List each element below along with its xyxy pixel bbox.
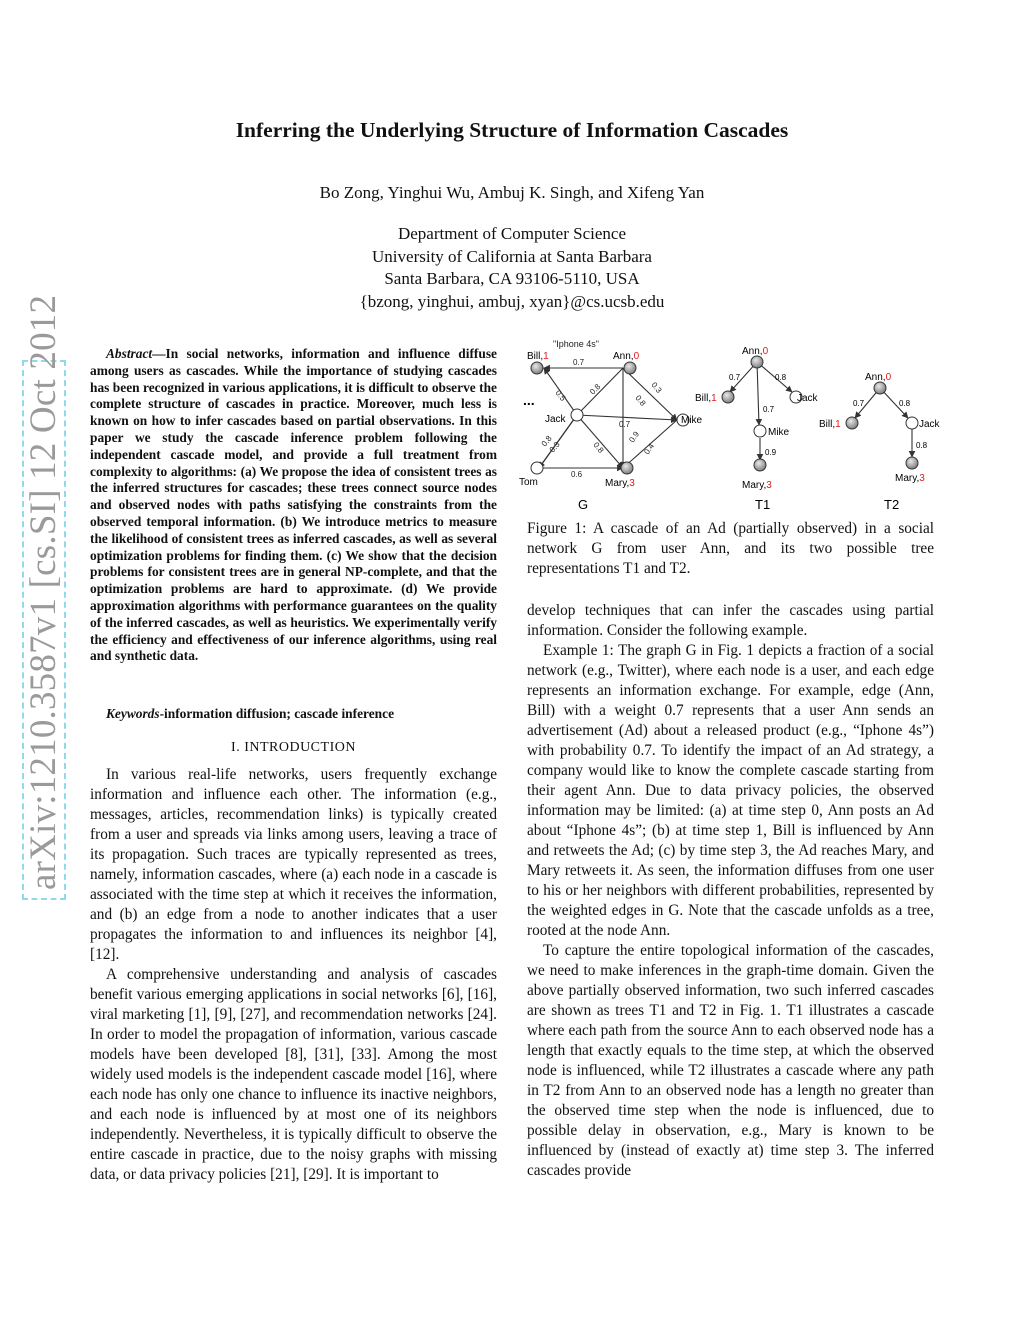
- t1-node-bill: Bill,1: [695, 393, 717, 404]
- keywords: [90, 706, 497, 722]
- t2-node-ann: Ann,0: [865, 372, 892, 383]
- svg-text:0.8: 0.8: [539, 433, 554, 449]
- t1-node-jack: Jack: [797, 393, 818, 404]
- t1-node-ann: Ann,0: [742, 346, 769, 357]
- affiliation-univ: University of California at Santa Barbara: [372, 246, 652, 266]
- svg-text:0.8: 0.8: [591, 440, 606, 455]
- t1-node-mike: Mike: [768, 427, 790, 438]
- svg-text:0.7: 0.7: [853, 399, 865, 408]
- t2-node-jack: Jack: [919, 419, 940, 430]
- paper-title: Inferring the Underlying Structure of Information Cascades: [235, 118, 789, 142]
- right-paragraph-2: Example 1: The graph G in Fig. 1 depicts a fraction of a social network (e.g., Twitter), where each node is a user, and each edge represents an information exchange. For example, edge (Ann, Bill) with a weight 0.7 represents that a user Ann sends an advertisement (Ad) about a released product (e.g., “Iphone 4s”) with probability 0.7. To identify the impact of an Ad strategy, a company would like to know the complete cascade starting from their agent Ann. Due to data privacy policies, the observed information may be limited: (a) at time step 0, Ann posts an Ad about “Iphone 4s”; (b) at time step 1, Bill is influenced by Ann and retweets the Ad; (c) by time step 3, the Ad reaches Mary, and Mary retweets it. As seen, the information diffuses from one user to his or her neighbors with different probabilities, represented by the weighted edges in G. Note that the cascade unfolds as a tree, rooted at the node Ann.: [527, 642, 934, 939]
- fig-tag: "Iphone 4s": [553, 339, 599, 349]
- svg-text:0.7: 0.7: [573, 358, 585, 367]
- keywords-text: -information diffusion; cascade inference: [159, 706, 395, 721]
- svg-text:0.7: 0.7: [729, 373, 741, 382]
- label-t2: T2: [884, 497, 900, 512]
- t2-node-bill: Bill,1: [819, 419, 841, 430]
- svg-text:0.8: 0.8: [588, 382, 603, 397]
- section-heading: I. INTRODUCTION: [231, 740, 356, 755]
- affiliation-dept: Department of Computer Science: [397, 224, 626, 243]
- keywords-lead: Keywords: [106, 706, 160, 721]
- node-bill: Bill,1: [527, 351, 549, 362]
- node-tom: Tom: [519, 477, 538, 488]
- svg-text:0.7: 0.7: [619, 420, 631, 429]
- right-column-text: [527, 601, 934, 1181]
- right-paragraph-1: develop techniques that can infer the cascades using partial information. Consider the following example.: [527, 602, 934, 639]
- figure-1: [515, 335, 945, 520]
- svg-text:0.4: 0.4: [642, 441, 657, 457]
- abstract-text: —In social networks, information and influence diffuse among users as cascades. While the importance of studying cascades has been recognized in various applications, it is difficult to observe the complete structure of cascades in practice. Moreover, much less is known on how to infer cascades based on partial observations. In this paper we study the cascade inference problem following the independent cascade model, and provide a full treatment from complexity to algorithms: (a) We propose the idea of consistent trees as the inferred structures for cascades; these trees connect source nodes and observed nodes with paths satisfying the constraints from the observed temporal information. (b) We introduce metrics to measure the likelihood of consistent trees as inferred cascades, as well as several optimization problems for finding them. (c) We show that the decision problems for consistent trees are in general NP-complete, and that the optimization problems are hard to approximate. (d) We provide approximation algorithms with performance guarantees on the quality of the inferred cascades, as well as heuristics. We experimentally verify the efficiency and effectiveness of our inference algorithms, using real and synthetic data.: [90, 346, 497, 664]
- svg-text:0.7: 0.7: [763, 405, 775, 414]
- svg-text:0.3: 0.3: [547, 439, 562, 455]
- label-t1: T1: [755, 497, 771, 512]
- node-jack: Jack: [545, 414, 566, 425]
- svg-text:0.3: 0.3: [649, 380, 664, 395]
- arxiv-stamp: arXiv:1210.3587v1 [cs.SI] 12 Oct 2012: [22, 360, 66, 900]
- abstract: [90, 346, 497, 665]
- svg-text:0.8: 0.8: [916, 441, 928, 450]
- node-mike: Mike: [681, 415, 703, 426]
- right-paragraph-3: To capture the entire topological information of the cascades, we need to make inferences in the graph-time domain. Given the above partially observed information, two such inferred cascades are shown as trees T1 and T2 in Fig. 1. T1 illustrates a cascade where each path from the source Ann to each observed node has a length that exactly equals to the time step, at which the observed node is influenced, while T2 illustrates a cascade where any path in T2 from Ann to an observed node has a length no greater than the observed time step when the node is influenced, due to possible delay in observation, e.g., Mary is known to be influenced by (instead of exactly at) time step 3. The inferred cascades provide: [527, 942, 934, 1179]
- abstract-lead: Abstract: [106, 346, 153, 361]
- svg-text:0.9: 0.9: [765, 448, 777, 457]
- svg-text:0.8: 0.8: [633, 393, 648, 408]
- figure-caption: Figure 1: A cascade of an Ad (partially observed) in a social network G from user Ann, and its two possible tree representations T1 and T2.: [527, 520, 934, 577]
- svg-text:0.6: 0.6: [571, 470, 583, 479]
- node-mary: Mary,3: [605, 478, 635, 489]
- svg-text:0.8: 0.8: [775, 373, 787, 382]
- intro-paragraph-1: In various real-life networks, users frequently exchange information and influence each other. The information (e.g., messages, articles, recommendation links) is typically created from a user and spreads via links among users, leaving a trace of its propagation. Such traces are typically represented as trees, namely, information cascades, where (a) each node in a cascade is associated with the time step at which it receives the information, and (b) an edge from a node to another indicates that a user propagates the information to and influences its neighbor [4], [12].: [90, 766, 497, 963]
- svg-text:0.5: 0.5: [553, 388, 568, 403]
- t1-node-mary: Mary,3: [742, 480, 772, 491]
- authors: Bo Zong, Yinghui Wu, Ambuj K. Singh, and Xifeng Yan: [319, 183, 705, 202]
- intro-text: [90, 765, 497, 1185]
- intro-paragraph-2: A comprehensive understanding and analysis of cascades benefit various emerging applications in social networks [6], [16], viral marketing [1], [9], [27], and recommendation networks [24]. In order to model the propagation of information, various cascade models have been developed [8], [31], [33]. Among the most widely used models is the independent cascade model [16], where each node has only one chance to influence its inactive neighbors, and each node is influenced by at most one of its neighbors independently. Nevertheless, it is typically difficult to observe the entire cascade in practice, due to the noisy graphs with missing data, or data privacy policies [21], [29]. It is important to: [90, 966, 497, 1183]
- ellipsis: ...: [523, 392, 535, 408]
- figure-graph: [515, 335, 945, 520]
- node-ann: Ann,0: [613, 351, 640, 362]
- label-g: G: [578, 497, 589, 512]
- affiliation-address: Santa Barbara, CA 93106-5110, USA: [384, 269, 640, 288]
- affiliation: [0, 223, 1024, 313]
- svg-text:0.9: 0.9: [627, 429, 642, 445]
- t2-node-mary: Mary,3: [895, 473, 925, 484]
- affiliation-email: {bzong, yinghui, ambuj, xyan}@cs.ucsb.edu: [359, 291, 665, 311]
- svg-text:0.8: 0.8: [899, 399, 911, 408]
